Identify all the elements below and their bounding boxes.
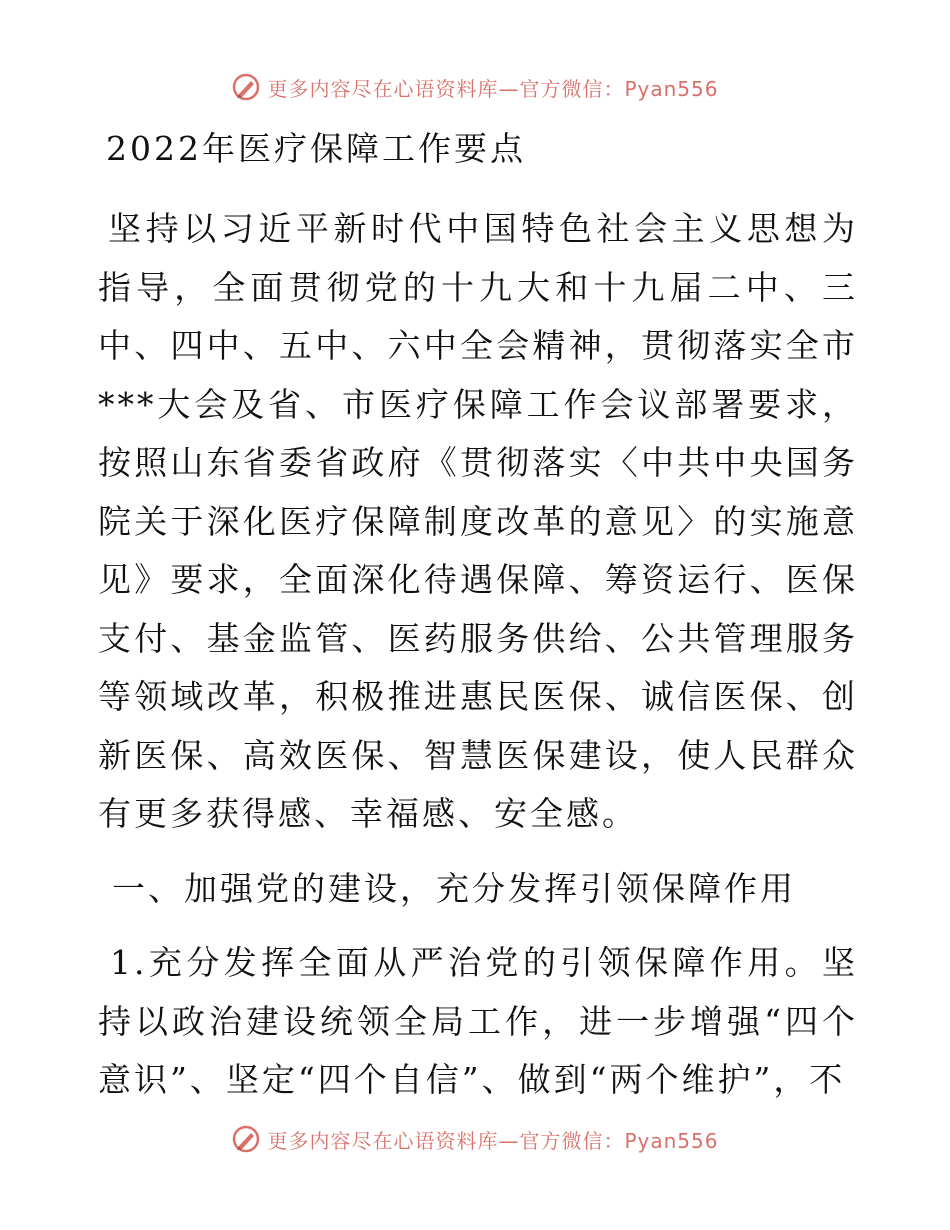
section-heading-1: 一、加强党的建设，充分发挥引领保障作用 (112, 868, 796, 908)
document-title: 2022年医疗保障工作要点 (106, 129, 526, 168)
watermark-banner-top (0, 72, 950, 102)
pen-logo-icon (231, 72, 261, 102)
intro-paragraph: 坚持以习近平新时代中国特色社会主义思想为指导，全面贯彻党的十九大和十九届二中、三中、四中、五中、六中全会精神，贯彻落实全市***大会及省、市医疗保障工作会议部署要求，按照山东省委省政府《贯彻落实〈中共中央国务院关于深化医疗保障制度改革的意见〉的实施意见》要求，全面深化待遇保障、筹资运行、医保支付、基金监管、医药服务供给、公共管理服务等领域改革，积极推进惠民医保、诚信医保、创新医保、高效医保、智慧医保建设，使人民群众有更多获得感、幸福感、安全感。 (98, 209, 858, 833)
document-body (98, 120, 858, 1110)
item-paragraph-1: 1.充分发挥全面从严治党的引领保障作用。坚持以政治建设统领全局工作，进一步增强“四个意识”、坚定“四个自信”、做到“两个维护”，不 (98, 943, 858, 1099)
watermark-text: 更多内容尽在心语资料库—官方微信：Pyan556 (267, 1128, 719, 1153)
watermark-text: 更多内容尽在心语资料库—官方微信：Pyan556 (267, 76, 719, 101)
watermark-banner-bottom (0, 1124, 950, 1154)
pen-logo-icon (231, 1124, 261, 1154)
